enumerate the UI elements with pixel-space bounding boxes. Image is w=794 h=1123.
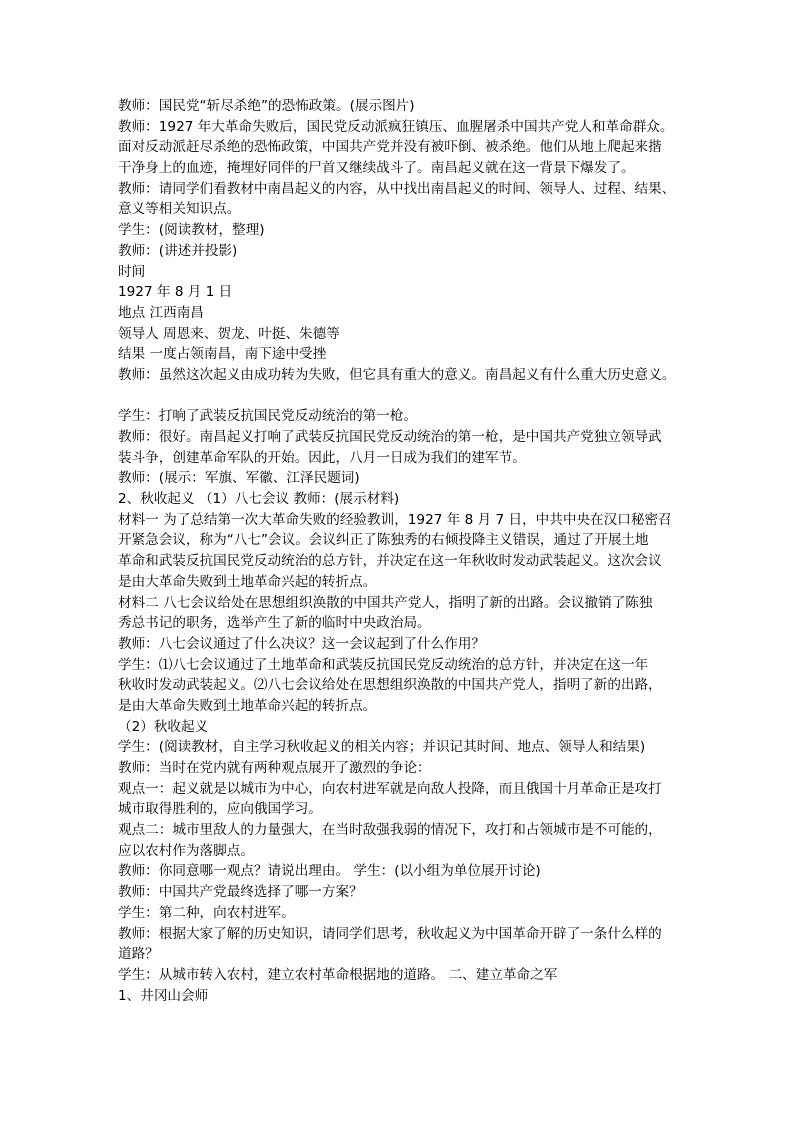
text-line: 学生：第二种，向农村进军。 [118, 904, 295, 921]
text-line: 学生：(阅读教材，自主学习秋收起义的相关内容；并识记其时间、地点、领导人和结果) [118, 739, 646, 756]
text-line: 学生：从城市转入农村，建立农村革命根据地的道路。 二、建立革命之军 [118, 966, 558, 983]
text-line: 2、秋收起义 （1）八七会议 教师：(展示材料) [118, 491, 400, 508]
text-line: 地点 江西南昌 [118, 304, 204, 321]
text-line: 教师：(展示：军旗、军徽、江泽民题词) [118, 470, 360, 487]
text-line: 材料二 八七会议给处在思想组织涣散的中国共产党人，指明了新的出路。会议撤销了陈独 [118, 594, 653, 611]
text-line: 时间 [118, 263, 146, 280]
text-line: 教师：八七会议通过了什么决议？这一会议起到了什么作用？ [118, 635, 486, 652]
text-line: 教师：(讲述并投影) [118, 242, 238, 259]
text-line: （2）秋收起义 [118, 718, 209, 735]
text-line: 开紧急会议，称为“八七”会议。会议纠正了陈独秀的右倾投降主义错误，通过了开展土地 [118, 532, 649, 549]
text-line: 是由大革命失败到土地革命兴起的转折点。 [118, 573, 377, 590]
text-line: 道路？ [118, 946, 159, 963]
blank-line [118, 386, 680, 407]
text-line: 教师：根据大家了解的历史知识，请同学们思考，秋收起义为中国革命开辟了一条什么样的 [118, 925, 662, 942]
text-line: 城市取得胜利的，应向俄国学习。 [118, 801, 322, 818]
text-line: 教师：中国共产党最终选择了哪一方案？ [118, 884, 363, 901]
text-line: 教师：1927 年大革命失败后，国民党反动派疯狂镇压、血腥屠杀中国共产党人和革命群众。 [118, 118, 674, 135]
text-line: 教师：虽然这次起义由成功转为失败，但它具有重大的意义。南昌起义有什么重大历史意义。 [118, 366, 676, 383]
text-line: 秀总书记的职务，选举产生了新的临时中央政治局。 [118, 615, 431, 632]
text-line: 观点一：起义就是以城市为中心，向农村进军就是向敌人投降，而且俄国十月革命正是攻打 [118, 780, 662, 797]
text-line: 秋收时发动武装起义。⑵八七会议给处在思想组织涣散的中国共产党人，指明了新的出路， [118, 677, 662, 694]
text-line: 教师：你同意哪一观点？请说出理由。 学生：(以小组为单位展开讨论) [118, 863, 541, 880]
text-line: 1、井冈山会师 [118, 987, 209, 1004]
text-line: 干净身上的血迹，掩埋好同伴的尸首又继续战斗了。南昌起义就在这一背景下爆发了。 [118, 160, 635, 177]
text-line: 面对反动派赶尽杀绝的恐怖政策，中国共产党并没有被吓倒、被杀绝。他们从地上爬起来揩 [118, 139, 662, 156]
text-line: 观点二：城市里敌人的力量强大，在当时敌强我弱的情况下，攻打和占领城市是不可能的， [118, 822, 662, 839]
text-line: 是由大革命失败到土地革命兴起的转折点。 [118, 697, 377, 714]
text-line: 结果 一度占领南昌，南下途中受挫 [118, 346, 327, 363]
text-line: 材料一 为了总结第一次大革命失败的经验教训，1927 年 8 月 7 日，中共中央在汉口秘密召 [118, 511, 672, 528]
text-line: 学生：打响了武装反抗国民党反动统治的第一枪。 [118, 408, 418, 425]
document-page [118, 96, 680, 1006]
text-line: 领导人 周恩来、贺龙、叶挺、朱德等 [118, 325, 340, 342]
text-line: 学生：(阅读教材，整理) [118, 222, 265, 239]
text-line: 教师：请同学们看教材中南昌起义的内容，从中找出南昌起义的时间、领导人、过程、结果、 [118, 180, 676, 197]
text-line: 应以农村作为落脚点。 [118, 842, 254, 859]
text-line: 教师：很好。南昌起义打响了武装反抗国民党反动统治的第一枪，是中国共产党独立领导武 [118, 429, 662, 445]
text-line: 1927 年 8 月 1 日 [118, 284, 233, 301]
text-line: 学生：⑴八七会议通过了土地革命和武装反抗国民党反动统治的总方针，并决定在这一年 [118, 656, 649, 673]
text-line: 意义等相关知识点。 [118, 201, 241, 218]
text-line: 装斗争，创建革命军队的开始。因此，八月一日成为我们的建军节。 [118, 449, 526, 466]
text-line: 教师：当时在党内就有两种观点展开了激烈的争论： [118, 760, 431, 776]
text-line: 教师：国民党“斩尽杀绝”的恐怖政策。(展示图片) [118, 98, 415, 114]
text-line: 革命和武装反抗国民党反动统治的总方针，并决定在这一年秋收时发动武装起义。这次会议 [118, 553, 662, 570]
